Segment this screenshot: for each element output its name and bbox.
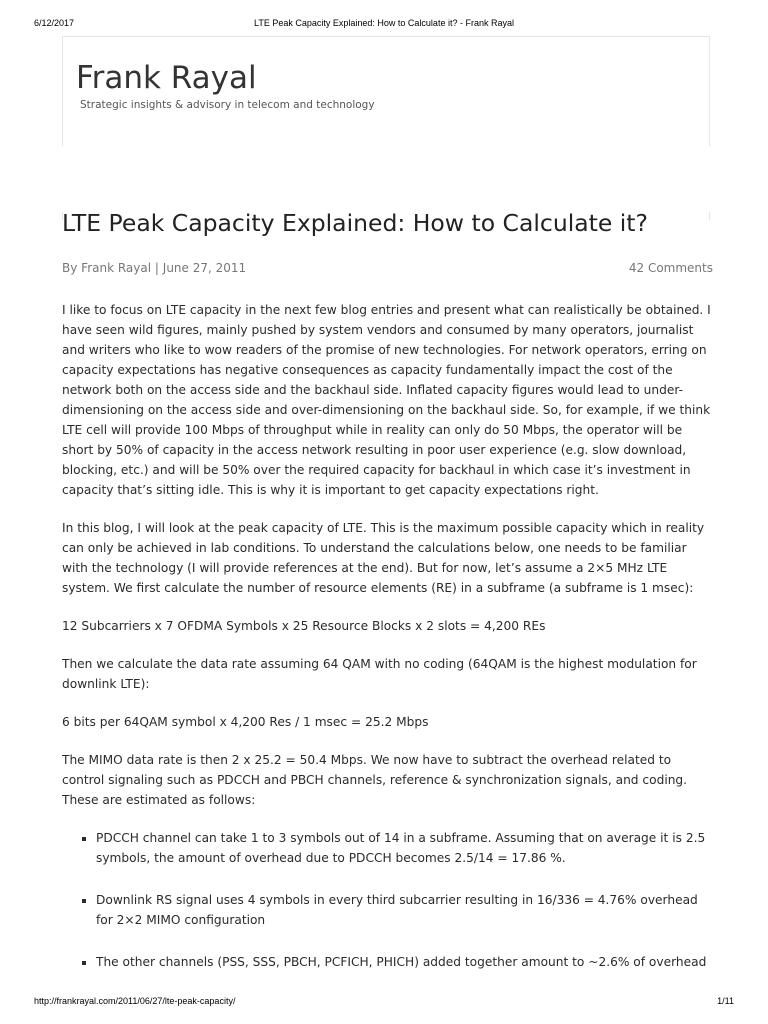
header-frame-top xyxy=(62,36,710,37)
list-item: ▪ The other channels (PSS, SSS, PBCH, PCFICH, PHICH) added together amount to ~2.6% of overhead xyxy=(96,952,712,972)
content-frame-right xyxy=(709,212,710,220)
article-body xyxy=(62,300,712,994)
header-frame-right xyxy=(709,36,710,146)
header-frame-left xyxy=(62,36,63,146)
overhead-list xyxy=(62,828,712,972)
print-footer xyxy=(0,996,768,1008)
meta-separator: | xyxy=(154,261,159,275)
site-tagline: Strategic insights & advisory in telecom and technology xyxy=(80,99,375,111)
list-item: ▪ Downlink RS signal uses 4 symbols in every third subcarrier resulting in 16/336 = 4.76% overhead for 2×2 MIMO configuration xyxy=(96,890,712,930)
post-title: LTE Peak Capacity Explained: How to Calculate it? xyxy=(62,209,648,237)
site-title[interactable]: Frank Rayal xyxy=(76,60,257,96)
paragraph-mimo: The MIMO data rate is then 2 x 25.2 = 50.4 Mbps. We now have to subtract the overhead related to control signaling such as PDCCH and PBCH channels, reference & synchronization signals, and coding. These are estimated as follows: xyxy=(62,753,688,807)
paragraph-re-calculation: 12 Subcarriers x 7 OFDMA Symbols x 25 Resource Blocks x 2 slots = 4,200 REs xyxy=(62,619,546,633)
paragraph-peak-capacity: In this blog, I will look at the peak capacity of LTE. This is the maximum possible capacity which in reality can only be achieved in lab conditions. To understand the calculations below, one needs to be familiar with the technology (I will provide references at the end). But for now, let’s assume a 2×5 MHz LTE system. We first calculate the number of resource elements (RE) in a subframe (a subframe is 1 msec): xyxy=(62,521,705,595)
author-link[interactable]: Frank Rayal xyxy=(81,261,152,275)
paragraph-data-rate: 6 bits per 64QAM symbol x 4,200 Res / 1 msec = 25.2 Mbps xyxy=(62,715,429,729)
comments-link[interactable]: 42 Comments xyxy=(628,261,713,275)
meta-by: By xyxy=(62,261,78,275)
paragraph-intro: I like to focus on LTE capacity in the next few blog entries and present what can realistically be obtained. I have seen wild figures, mainly pushed by system vendors and consumed by many operators, journalist and writers who like to wow readers of the promise of new technologies. For network operators, erring on capacity expectations has negative consequences as capacity fundamentally impact the cost of the network both on the access side and the backhaul side. Inflated capacity figures would lead to under-dimensioning on the access side and over-dimensioning on the backhaul side. So, for example, if we think LTE cell will provide 100 Mbps of throughput while in reality can only do 50 Mbps, the operator will be short by 50% of capacity in the access network resulting in poor user experience (e.g. slow download, blocking, etc.) and will be 50% over the required capacity for backhaul in which case it’s investment in capacity that’s sitting idle. This is why it is important to get capacity expectations right. xyxy=(62,303,711,497)
list-item: ▪ PDCCH channel can take 1 to 3 symbols out of 14 in a subframe. Assuming that on average it is 2.5 symbols, the amount of overhead due to PDCCH becomes 2.5/14 = 17.86 %. xyxy=(96,828,712,868)
post-meta xyxy=(62,261,246,275)
print-doc-title: LTE Peak Capacity Explained: How to Calculate it? - Frank Rayal xyxy=(254,18,514,28)
print-header xyxy=(0,18,768,30)
paragraph-data-rate-intro: Then we calculate the data rate assuming 64 QAM with no coding (64QAM is the highest modulation for downlink LTE): xyxy=(62,657,697,691)
post-date: June 27, 2011 xyxy=(162,261,247,275)
print-page-number: 1/11 xyxy=(717,996,734,1006)
print-url: http://frankrayal.com/2011/06/27/lte-peak-capacity/ xyxy=(34,996,236,1006)
print-date: 6/12/2017 xyxy=(34,18,75,28)
